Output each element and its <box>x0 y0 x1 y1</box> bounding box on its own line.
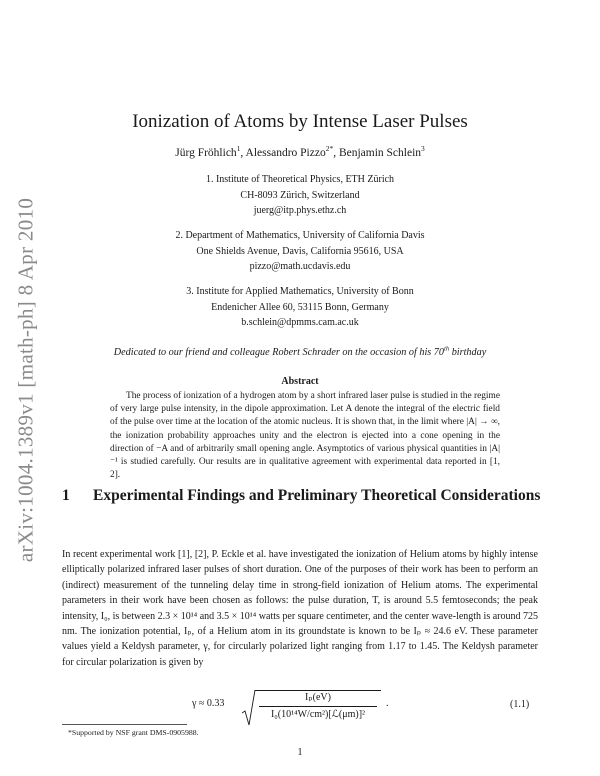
equation-numerator: Iₚ(eV) <box>305 692 331 703</box>
author-name: Jürg Fröhlich <box>175 147 237 159</box>
affiliation-line: 3. Institute for Applied Mathematics, University of Bonn <box>186 286 414 297</box>
dedication-text: Dedicated to our friend and colleague Robert Schrader on the occasion of his 70 <box>113 347 444 358</box>
dedication-superscript: th <box>443 345 450 353</box>
section-heading <box>62 486 542 505</box>
equation-lhs: γ ≈ 0.33 <box>192 698 225 709</box>
dedication <box>60 347 540 358</box>
fraction-bar <box>259 706 377 707</box>
author-mark: 3 <box>421 144 425 154</box>
affiliation-line: 2. Department of Mathematics, University of California Davis <box>175 230 425 241</box>
footnote: *Supported by NSF grant DMS-0905988. <box>68 728 199 737</box>
author-mark: 1 <box>236 144 241 154</box>
body-paragraph: In recent experimental work [1], [2], P. Eckle et al. have investigated the ionization of Helium atoms by highly intense elliptically polarized infrared laser pulses of short duration. One of the purposes of their work has been to perform an (indirect) measurement of the tunneling delay time in strong-field ionization of Helium atoms. The experimental parameters in their work have been chosen as follows: the pulse duration, T, is around 5.5 femtoseconds; the peak intensity, I₀, is between 2.3 × 10¹⁴ and 3.5 × 10¹⁴ watts per square centimeter, and the center wave-length is around 725 nm. The ionization potential, Iₚ, of a Helium atom in its groundstate is known to be Iₚ ≈ 24.6 eV. These parameter values yield a Keldysh parameter, γ, for circularly polarized light ranging from 1.17 to 1.45. The Keldysh parameter for circular polarization is given by <box>62 549 538 668</box>
equation-tail: . <box>386 698 389 709</box>
page-number: 1 <box>297 747 303 758</box>
affiliation-line: 1. Institute of Theoretical Physics, ETH Zürich <box>205 174 395 185</box>
affiliation-3 <box>0 284 600 331</box>
dedication-tail: birthday <box>449 347 487 358</box>
section-title: Experimental Findings and Preliminary Theoretical Considerations <box>93 487 541 504</box>
equation-keldysh <box>192 687 392 727</box>
author-mark: 2* <box>325 144 334 154</box>
equation-label: (1.1) <box>510 699 530 710</box>
sqrt-bar <box>255 690 381 691</box>
author-list: Jürg Fröhlich$^1$, Alessandro Pizzo$^{2*}$, Benjamin Schlein$^3$ <box>175 144 425 159</box>
sqrt-icon <box>242 689 256 727</box>
abstract-text: The process of ionization of a hydrogen atom by a short infrared laser pulse is studied in the regime of very large pulse intensity, in the dipole approximation. Let A denote the integral of the electric field of the pulse over time at the location of the atomic nucleus. It is shown that, in the limit where |A| → ∞, the ionization probability approaches unity and the electron is ejected into a cone opening in the direction of −A and of arbitrarily small opening angle. Asymptotics of various physical quantities in |A|⁻¹ is studied carefully. Our results are in qualitative agreement with experimental data reported in [1, 2]. <box>110 391 500 481</box>
author-name: Alessandro Pizzo <box>245 147 326 159</box>
paper-title: Ionization of Atoms by Intense Laser Pulses <box>132 111 468 132</box>
arxiv-id-text: arXiv:1004.1389v1 [math-ph] 8 Apr 2010 <box>13 197 38 563</box>
equation-denominator: I₀(10¹⁴W/cm²)[ℒ(μm)]² <box>270 709 366 720</box>
section-number: 1 <box>62 487 70 504</box>
affiliation-2 <box>0 228 600 275</box>
author-name: Benjamin Schlein <box>338 147 422 159</box>
affiliation-line: One Shields Avenue, Davis, California 95616, USA <box>196 245 404 257</box>
affiliation-line: CH-8093 Zürich, Switzerland <box>240 189 360 201</box>
affiliation-line: Endenicher Allee 60, 53115 Bonn, Germany <box>211 301 389 313</box>
affiliation-email: b.schlein@dpmms.cam.ac.uk <box>241 317 359 328</box>
affiliation-email: juerg@itp.phys.ethz.ch <box>253 205 347 216</box>
footnote-rule <box>62 724 187 725</box>
affiliation-1 <box>0 172 600 219</box>
affiliation-email: pizzo@math.ucdavis.edu <box>249 261 351 272</box>
abstract-heading: Abstract <box>281 376 319 387</box>
